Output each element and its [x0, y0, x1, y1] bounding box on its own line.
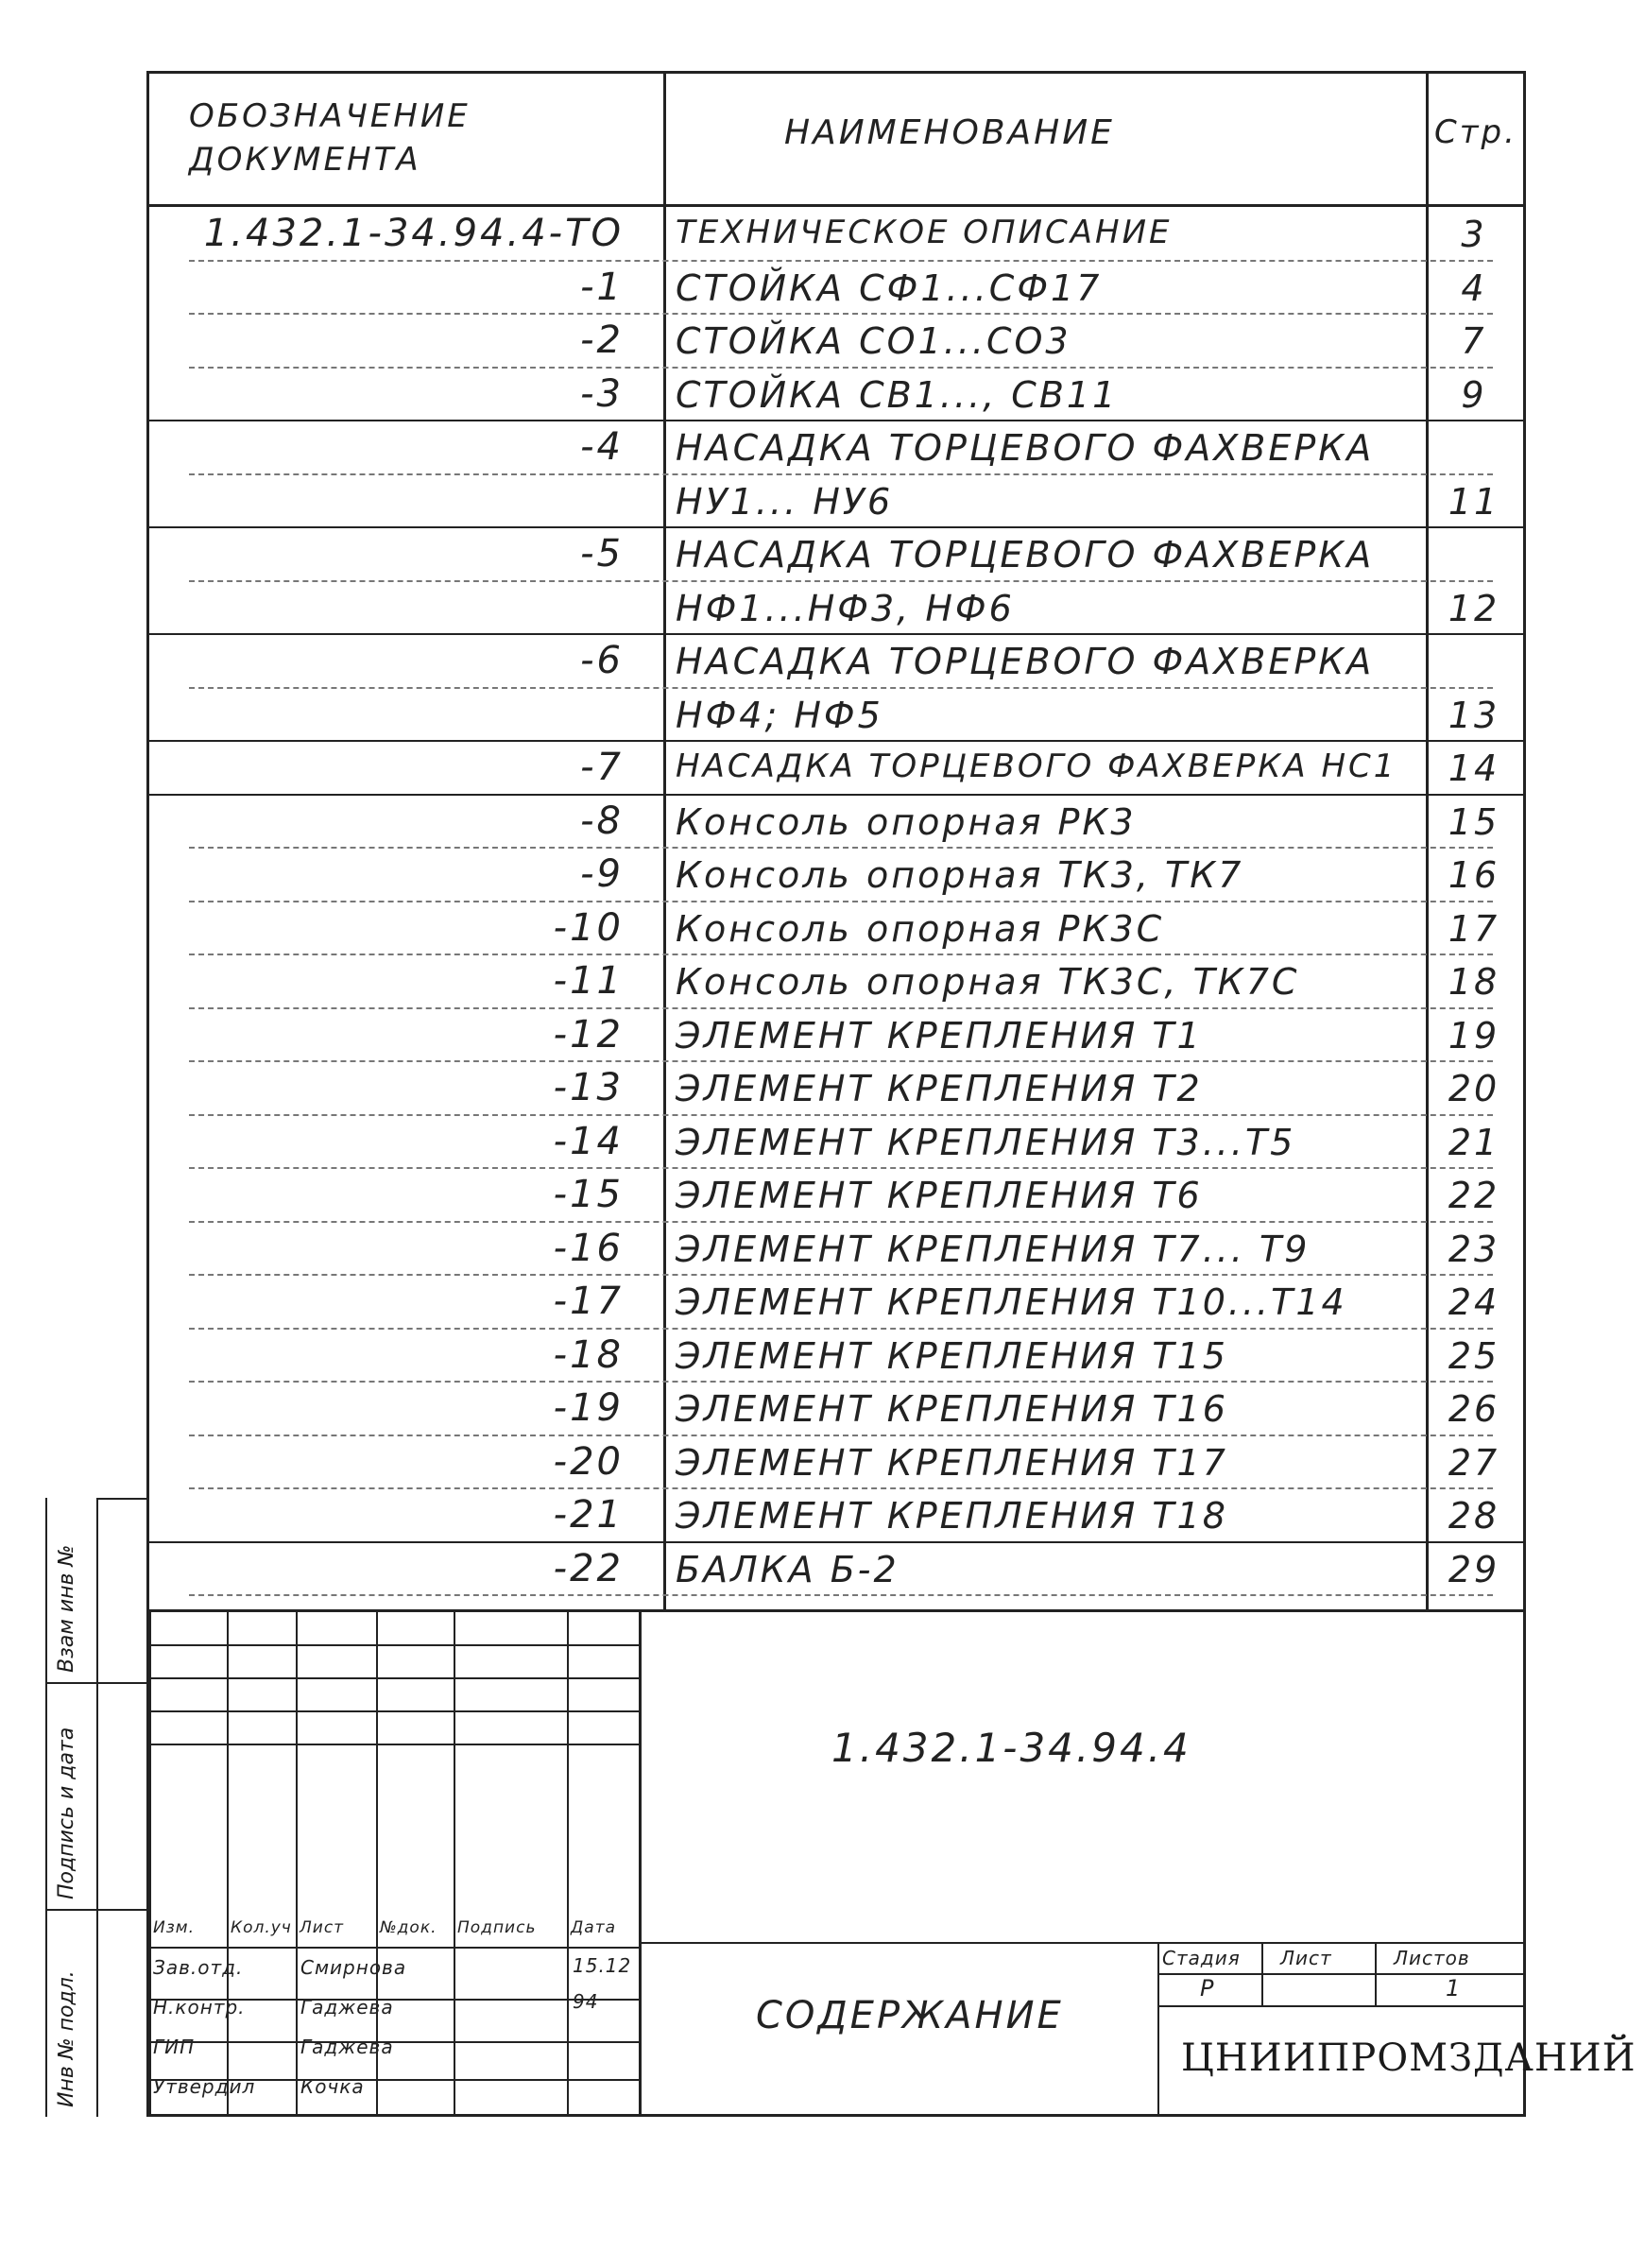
row-name: ЭЛЕМЕНТ КРЕПЛЕНИЯ Т15 [676, 1334, 1228, 1377]
row-code: -4 [580, 425, 624, 469]
frame-top [146, 71, 1526, 74]
row-divider [189, 847, 1493, 849]
row-divider [189, 954, 1493, 955]
row-name: ЭЛЕМЕНТ КРЕПЛЕНИЯ Т7... Т9 [676, 1228, 1311, 1270]
row-code: -19 [553, 1386, 624, 1430]
stamp-grid-col [296, 1609, 298, 2114]
stamp-col-header: Лист [300, 1918, 345, 1937]
stamp-date: 15.12 [573, 1954, 632, 1977]
row-name: СТОЙКА СФ1...СФ17 [676, 266, 1103, 309]
row-code: -13 [553, 1066, 624, 1109]
row-name: ЭЛЕМЕНТ КРЕПЛЕНИЯ Т6 [676, 1175, 1203, 1216]
side-strip-right [96, 1498, 98, 2117]
row-divider [189, 367, 1493, 369]
row-divider [189, 901, 1493, 902]
header-bottom-line [146, 204, 1526, 207]
row-page: 27 [1448, 1441, 1500, 1484]
row-page: 24 [1448, 1281, 1500, 1323]
row-name: ЭЛЕМЕНТ КРЕПЛЕНИЯ Т18 [676, 1495, 1228, 1537]
row-page: 29 [1448, 1548, 1500, 1590]
stamp-grid-row [149, 1744, 639, 1745]
row-name: ЭЛЕМЕНТ КРЕПЛЕНИЯ Т16 [676, 1388, 1228, 1430]
row-page: 19 [1448, 1014, 1500, 1057]
stamp-code-line [639, 1942, 1526, 1944]
stamp-grid-row [149, 1710, 639, 1712]
stamp-grid-row [149, 2041, 639, 2043]
row-divider [189, 1594, 1493, 1596]
row-code: 1.432.1-34.94.4-ТО [203, 212, 624, 255]
row-code: -20 [553, 1439, 624, 1484]
row-name: Консоль опорная ТК3С, ТК7С [676, 961, 1300, 1003]
row-name: ЭЛЕМЕНТ КРЕПЛЕНИЯ Т17 [676, 1441, 1228, 1484]
row-divider [189, 260, 1493, 262]
row-divider [189, 1487, 1493, 1489]
row-name: ЭЛЕМЕНТ КРЕПЛЕНИЯ Т3...Т5 [676, 1121, 1296, 1163]
stage-label: Стадия [1162, 1947, 1241, 1969]
stamp-grid-row [149, 1644, 639, 1646]
row-code: -16 [553, 1226, 624, 1270]
row-code: -6 [580, 639, 624, 682]
row-page: 17 [1448, 907, 1500, 950]
row-name: БАЛКА Б-2 [676, 1548, 900, 1590]
stamp-doc-code: 1.432.1-34.94.4 [831, 1725, 1191, 1771]
stamp-col-header: №док. [380, 1918, 437, 1937]
row-name: ТЕХНИЧЕСКОЕ ОПИСАНИЕ [676, 214, 1173, 251]
side-label-sign-date: Подпись и дата [55, 1727, 78, 1899]
row-divider [149, 420, 1523, 421]
row-page: 28 [1448, 1495, 1500, 1537]
row-code: -2 [580, 318, 624, 362]
row-code: -5 [580, 532, 624, 576]
stamp-grid-col [454, 1609, 455, 2114]
stamp-date: 94 [573, 1990, 599, 2013]
stamp-grid-col [227, 1609, 229, 2114]
row-name: НАСАДКА ТОРЦЕВОГО ФАХВЕРКА [676, 641, 1375, 682]
row-divider [189, 1328, 1493, 1330]
row-page: 15 [1448, 800, 1500, 843]
row-divider [189, 687, 1493, 689]
row-name: НФ1...НФ3, НФ6 [676, 587, 1015, 629]
row-divider [189, 1274, 1493, 1276]
side-divider-2 [45, 1909, 149, 1911]
stamp-person-role: Утвердил [153, 2075, 256, 2098]
frame-right [1523, 71, 1526, 2117]
row-name: ЭЛЕМЕНТ КРЕПЛЕНИЯ Т1 [676, 1014, 1203, 1057]
stage-value: Р [1200, 1975, 1217, 2002]
row-name: СТОЙКА СВ1..., СВ11 [676, 373, 1119, 416]
stamp-person-name: Гаджева [300, 2036, 394, 2058]
side-strip-left [45, 1498, 47, 2117]
row-code: -17 [553, 1280, 624, 1323]
stage-row-line-2 [1157, 2005, 1526, 2007]
row-code: -22 [553, 1546, 624, 1590]
stamp-top-line [146, 1609, 1526, 1612]
side-divider-1 [45, 1682, 149, 1684]
row-divider [189, 473, 1493, 475]
row-divider [189, 1007, 1493, 1009]
row-page: 20 [1448, 1068, 1500, 1109]
row-divider [189, 1221, 1493, 1223]
row-name: Консоль опорная РК3 [676, 800, 1137, 843]
side-label-vzam: Взам инв № [55, 1544, 78, 1673]
row-name: ЭЛЕМЕНТ КРЕПЛЕНИЯ Т10...Т14 [676, 1281, 1347, 1323]
stage-col-2 [1375, 1942, 1377, 2005]
stamp-right-divider [1157, 1942, 1159, 2117]
stamp-grid-row [149, 1947, 639, 1949]
row-code: -12 [553, 1012, 624, 1057]
stamp-person-name: Гаджева [300, 1996, 394, 2019]
row-code: -11 [553, 959, 624, 1003]
row-divider [149, 526, 1523, 528]
row-divider [189, 1435, 1493, 1436]
stamp-col-header: Изм. [153, 1918, 195, 1937]
row-code: -3 [580, 371, 624, 416]
row-page: 16 [1448, 854, 1500, 896]
row-code: -14 [553, 1119, 624, 1163]
side-label-inv: Инв № подл. [55, 1970, 78, 2107]
row-page: 18 [1448, 961, 1500, 1003]
row-name: Консоль опорная ТК3, ТК7 [676, 854, 1244, 896]
row-page: 9 [1461, 373, 1487, 416]
row-name: НФ4; НФ5 [676, 694, 883, 736]
row-divider [189, 1167, 1493, 1169]
stamp-person-role: Зав.отд. [153, 1956, 244, 1979]
row-code: -21 [553, 1493, 624, 1537]
stamp-person-role: Н.контр. [153, 1996, 246, 2019]
row-page: 4 [1461, 266, 1487, 309]
sheet-label: Лист [1280, 1947, 1332, 1969]
row-code: -9 [580, 852, 624, 896]
row-divider [149, 1541, 1523, 1543]
row-page: 22 [1448, 1175, 1500, 1216]
row-divider [149, 740, 1523, 742]
page-header: Стр. [1434, 113, 1517, 151]
row-divider [149, 633, 1523, 635]
row-name: НАСАДКА ТОРЦЕВОГО ФАХВЕРКА [676, 534, 1375, 576]
row-page: 23 [1448, 1228, 1500, 1270]
row-page: 14 [1448, 747, 1500, 789]
designation-header: ОБОЗНАЧЕНИЕ ДОКУМЕНТА [189, 97, 471, 179]
side-strip-top [96, 1498, 148, 1500]
row-page: 21 [1448, 1121, 1500, 1163]
row-page: 12 [1448, 587, 1500, 629]
row-code: -1 [580, 265, 624, 309]
row-divider [189, 313, 1493, 315]
stamp-grid-col [149, 1609, 151, 2114]
stamp-col-header: Дата [571, 1918, 617, 1937]
row-name: ЭЛЕМЕНТ КРЕПЛЕНИЯ Т2 [676, 1068, 1203, 1109]
row-code: -15 [553, 1173, 624, 1216]
row-code: -18 [553, 1332, 624, 1377]
row-divider [189, 1060, 1493, 1062]
row-page: 3 [1461, 214, 1487, 255]
sheets-label: Листов [1394, 1947, 1470, 1969]
stamp-bottom-line [146, 2114, 1526, 2117]
stamp-grid-col [639, 1609, 641, 2114]
row-page: 11 [1448, 480, 1500, 523]
row-divider [149, 794, 1523, 796]
name-header: НАИМЕНОВАНИЕ [784, 113, 1115, 152]
row-name: СТОЙКА СО1...СО3 [676, 320, 1071, 362]
stamp-col-header: Кол.уч [231, 1918, 292, 1937]
sheets-value: 1 [1446, 1975, 1464, 2002]
row-code: -7 [580, 746, 624, 789]
row-name: НАСАДКА ТОРЦЕВОГО ФАХВЕРКА [676, 427, 1375, 469]
row-divider [189, 580, 1493, 582]
stamp-person-name: Смирнова [300, 1956, 407, 1979]
stamp-col-header: Подпись [457, 1918, 537, 1937]
row-name: Консоль опорная РК3С [676, 907, 1165, 950]
row-divider [189, 1114, 1493, 1116]
stamp-person-name: Кочка [300, 2075, 365, 2098]
row-code: -10 [553, 905, 624, 950]
row-code: -8 [580, 799, 624, 843]
stamp-grid-row [149, 1677, 639, 1679]
row-divider [189, 1381, 1493, 1383]
row-page: 26 [1448, 1388, 1500, 1430]
row-page: 25 [1448, 1334, 1500, 1377]
row-page: 13 [1448, 694, 1500, 736]
stamp-person-role: ГИП [153, 2036, 196, 2058]
stage-col-1 [1261, 1942, 1263, 2005]
org-name: ЦНИИПРОМЗДАНИЙ [1181, 2036, 1636, 2080]
stamp-title: СОДЕРЖАНИЕ [756, 1994, 1064, 2037]
row-name: НУ1... НУ6 [676, 480, 894, 523]
row-name: НАСАДКА ТОРЦЕВОГО ФАХВЕРКА НС1 [676, 747, 1397, 785]
stamp-grid-col [567, 1609, 569, 2114]
row-page: 7 [1461, 320, 1487, 362]
